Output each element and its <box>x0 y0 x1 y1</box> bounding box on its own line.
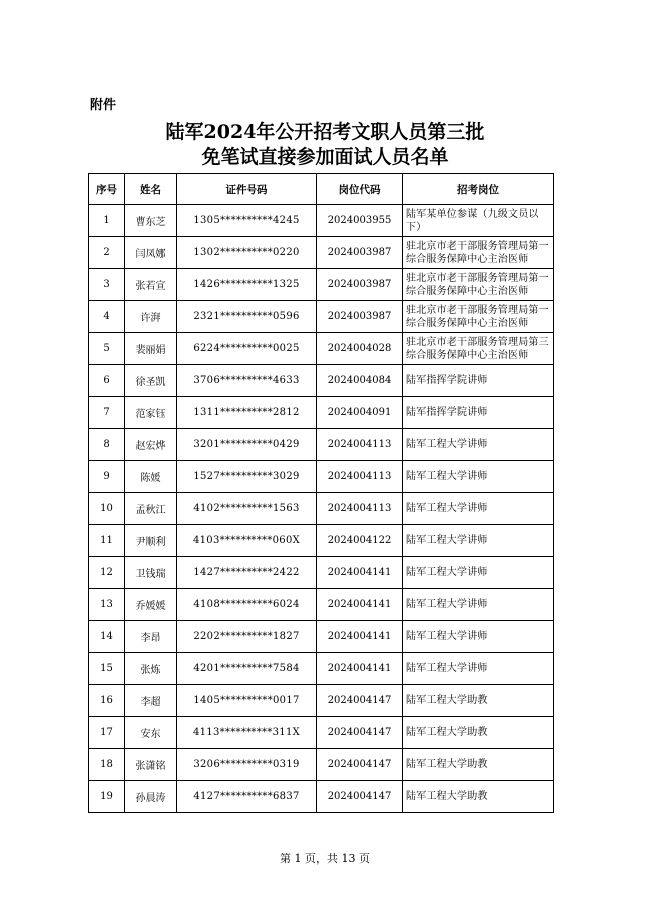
cell-name: 尹顺利 <box>125 525 177 557</box>
cell-position: 驻北京市老干部服务管理局第一综合服务保障中心主治医师 <box>403 269 554 301</box>
header-name: 姓名 <box>125 174 177 205</box>
cell-serial: 6 <box>89 365 125 397</box>
cell-serial: 13 <box>89 589 125 621</box>
cell-position: 陆军指挥学院讲师 <box>403 397 554 429</box>
cell-id-number: 6224**********0025 <box>177 333 317 365</box>
cell-position: 陆军工程大学助教 <box>403 781 554 813</box>
cell-position: 陆军工程大学助教 <box>403 749 554 781</box>
cell-name: 孟秋江 <box>125 493 177 525</box>
cell-position-code: 2024004147 <box>317 749 403 781</box>
cell-position: 驻北京市老干部服务管理局第一综合服务保障中心主治医师 <box>403 301 554 333</box>
attachment-label: 附件 <box>90 98 117 113</box>
cell-serial: 19 <box>89 781 125 813</box>
header-serial: 序号 <box>89 174 125 205</box>
cell-id-number: 3206**********0319 <box>177 749 317 781</box>
table-row <box>89 557 554 589</box>
cell-serial: 1 <box>89 205 125 237</box>
table-row <box>89 781 554 813</box>
cell-position-code: 2024004028 <box>317 333 403 365</box>
cell-position-code: 2024004147 <box>317 717 403 749</box>
table-row <box>89 269 554 301</box>
cell-serial: 3 <box>89 269 125 301</box>
cell-serial: 14 <box>89 621 125 653</box>
cell-id-number: 4108**********6024 <box>177 589 317 621</box>
cell-position: 驻北京市老干部服务管理局第一综合服务保障中心主治医师 <box>403 237 554 269</box>
table-row <box>89 685 554 717</box>
table-row <box>89 365 554 397</box>
cell-position-code: 2024004141 <box>317 557 403 589</box>
cell-name: 李昂 <box>125 621 177 653</box>
cell-name: 孙晨涛 <box>125 781 177 813</box>
cell-serial: 15 <box>89 653 125 685</box>
cell-serial: 17 <box>89 717 125 749</box>
cell-id-number: 3201**********0429 <box>177 429 317 461</box>
cell-name: 赵宏烨 <box>125 429 177 461</box>
cell-id-number: 4127**********6837 <box>177 781 317 813</box>
cell-name: 陈媛 <box>125 461 177 493</box>
cell-name: 卫钱瑞 <box>125 557 177 589</box>
cell-serial: 12 <box>89 557 125 589</box>
table-row <box>89 333 554 365</box>
cell-name: 乔媛媛 <box>125 589 177 621</box>
cell-position: 陆军工程大学讲师 <box>403 557 554 589</box>
cell-name: 曹东芝 <box>125 205 177 237</box>
cell-name: 徐圣凯 <box>125 365 177 397</box>
cell-position-code: 2024003987 <box>317 237 403 269</box>
table-row <box>89 237 554 269</box>
cell-id-number: 2321**********0596 <box>177 301 317 333</box>
cell-id-number: 4102**********1563 <box>177 493 317 525</box>
table-body <box>89 205 554 813</box>
cell-name: 张潇铭 <box>125 749 177 781</box>
cell-position: 陆军工程大学助教 <box>403 685 554 717</box>
cell-id-number: 4201**********7584 <box>177 653 317 685</box>
cell-serial: 5 <box>89 333 125 365</box>
cell-position-code: 2024004122 <box>317 525 403 557</box>
cell-name: 许湃 <box>125 301 177 333</box>
table-row <box>89 653 554 685</box>
table-row <box>89 205 554 237</box>
candidate-table <box>88 173 554 813</box>
cell-position: 陆军工程大学讲师 <box>403 589 554 621</box>
cell-position-code: 2024004084 <box>317 365 403 397</box>
cell-serial: 16 <box>89 685 125 717</box>
cell-serial: 4 <box>89 301 125 333</box>
cell-position-code: 2024003955 <box>317 205 403 237</box>
document-title-line-1: 陆军2024年公开招考文职人员第三批 <box>165 121 485 143</box>
cell-position: 陆军工程大学讲师 <box>403 525 554 557</box>
table-row <box>89 525 554 557</box>
cell-name: 张炼 <box>125 653 177 685</box>
cell-name: 安东 <box>125 717 177 749</box>
cell-position-code: 2024004141 <box>317 653 403 685</box>
cell-serial: 2 <box>89 237 125 269</box>
cell-name: 李超 <box>125 685 177 717</box>
cell-position-code: 2024004141 <box>317 589 403 621</box>
cell-id-number: 1427**********2422 <box>177 557 317 589</box>
cell-position: 陆军某单位参谋（九级文员以下） <box>403 205 554 237</box>
cell-id-number: 1405**********0017 <box>177 685 317 717</box>
cell-position: 陆军指挥学院讲师 <box>403 365 554 397</box>
cell-id-number: 1302**********0220 <box>177 237 317 269</box>
cell-id-number: 4113**********311X <box>177 717 317 749</box>
cell-position-code: 2024004147 <box>317 685 403 717</box>
cell-name: 张若宣 <box>125 269 177 301</box>
cell-id-number: 1527**********3029 <box>177 461 317 493</box>
cell-position: 陆军工程大学讲师 <box>403 429 554 461</box>
cell-serial: 11 <box>89 525 125 557</box>
cell-position: 陆军工程大学讲师 <box>403 621 554 653</box>
document-title-line-2: 免笔试直接参加面试人员名单 <box>201 146 449 168</box>
cell-name: 裴丽娟 <box>125 333 177 365</box>
table-row <box>89 429 554 461</box>
cell-position: 陆军工程大学讲师 <box>403 653 554 685</box>
header-id-number: 证件号码 <box>177 174 317 205</box>
cell-position-code: 2024004113 <box>317 461 403 493</box>
cell-serial: 18 <box>89 749 125 781</box>
cell-position: 陆军工程大学助教 <box>403 717 554 749</box>
cell-id-number: 4103**********060X <box>177 525 317 557</box>
cell-position-code: 2024004141 <box>317 621 403 653</box>
table-row <box>89 717 554 749</box>
cell-id-number: 1311**********2812 <box>177 397 317 429</box>
cell-position: 驻北京市老干部服务管理局第三综合服务保障中心主治医师 <box>403 333 554 365</box>
cell-id-number: 1426**********1325 <box>177 269 317 301</box>
page-footer: 第 1 页，共 13 页 <box>280 852 370 865</box>
table-row <box>89 749 554 781</box>
cell-id-number: 3706**********4633 <box>177 365 317 397</box>
table-row <box>89 621 554 653</box>
cell-position-code: 2024003987 <box>317 269 403 301</box>
table-row <box>89 493 554 525</box>
table-header-row <box>89 174 554 205</box>
cell-serial: 9 <box>89 461 125 493</box>
cell-serial: 8 <box>89 429 125 461</box>
cell-id-number: 1305**********4245 <box>177 205 317 237</box>
cell-name: 闫凤娜 <box>125 237 177 269</box>
table-row <box>89 589 554 621</box>
header-position: 招考岗位 <box>403 174 554 205</box>
cell-position-code: 2024004113 <box>317 429 403 461</box>
table-row <box>89 397 554 429</box>
cell-position-code: 2024004091 <box>317 397 403 429</box>
cell-position-code: 2024003987 <box>317 301 403 333</box>
cell-name: 范家钰 <box>125 397 177 429</box>
cell-position: 陆军工程大学讲师 <box>403 461 554 493</box>
cell-serial: 10 <box>89 493 125 525</box>
cell-id-number: 2202**********1827 <box>177 621 317 653</box>
cell-position-code: 2024004147 <box>317 781 403 813</box>
cell-serial: 7 <box>89 397 125 429</box>
cell-position: 陆军工程大学讲师 <box>403 493 554 525</box>
table-row <box>89 461 554 493</box>
cell-position-code: 2024004113 <box>317 493 403 525</box>
header-position-code: 岗位代码 <box>317 174 403 205</box>
table-row <box>89 301 554 333</box>
